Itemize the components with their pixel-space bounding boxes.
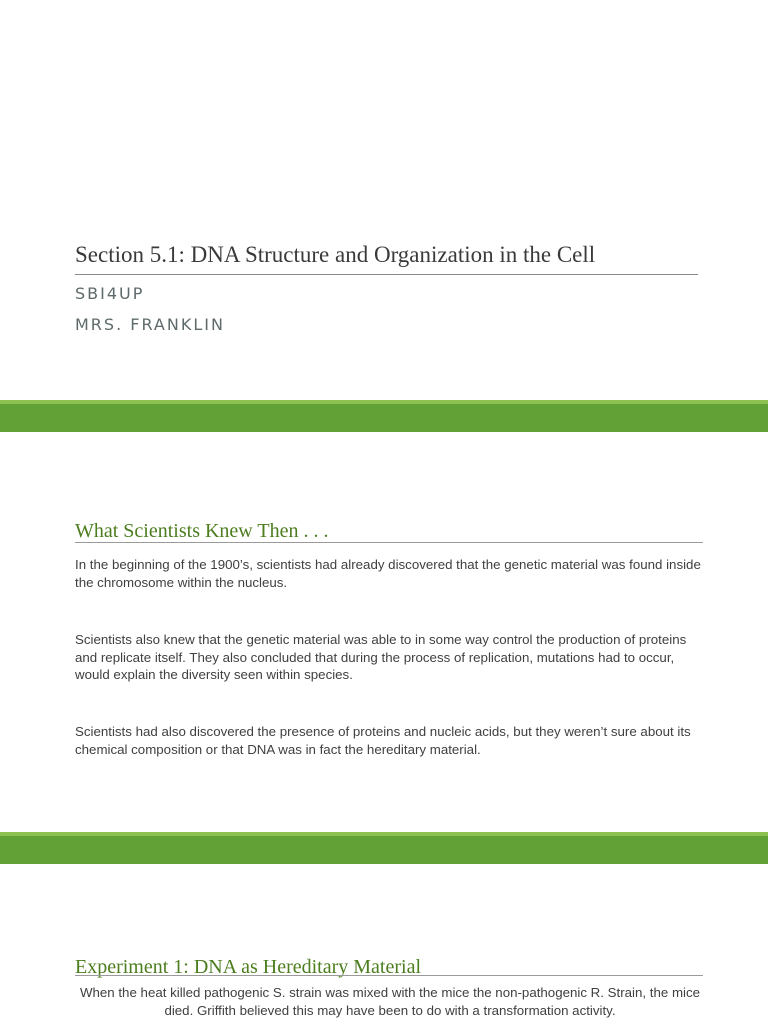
- title-slide: [0, 0, 768, 400]
- paragraph: When the heat killed pathogenic S. strain was mixed with the mice the non-pathogenic R. Strain, the mice died. Griffith believed this may have been to do with a transformation activity.: [79, 985, 701, 1018]
- paragraph: Scientists also knew that the genetic material was able to in some way control the production of proteins and replicate itself. They also concluded that during the process of replication, mutations had to occur, would explain the diversity seen within species.: [75, 632, 687, 682]
- course-code: SBI4UP: [75, 284, 145, 303]
- heading-underline: [75, 975, 703, 976]
- slide-heading: Experiment 1: DNA as Hereditary Material: [75, 956, 421, 978]
- slide-divider-bar: [0, 400, 768, 432]
- slide-title: Section 5.1: DNA Structure and Organization in the Cell: [75, 242, 596, 267]
- slide-heading: What Scientists Knew Then . . .: [75, 520, 329, 542]
- title-underline: [75, 274, 698, 275]
- heading-underline: [75, 542, 703, 543]
- slide-divider-bar: [0, 832, 768, 864]
- paragraph: In the beginning of the 1900’s, scientists had already discovered that the genetic material was found inside the chromosome within the nucleus.: [75, 557, 701, 590]
- paragraph: Scientists had also discovered the presence of proteins and nucleic acids, but they weren’t sure about its chemical composition or that DNA was in fact the hereditary material.: [75, 724, 691, 757]
- teacher-name: MRS. FRANKLIN: [75, 315, 225, 334]
